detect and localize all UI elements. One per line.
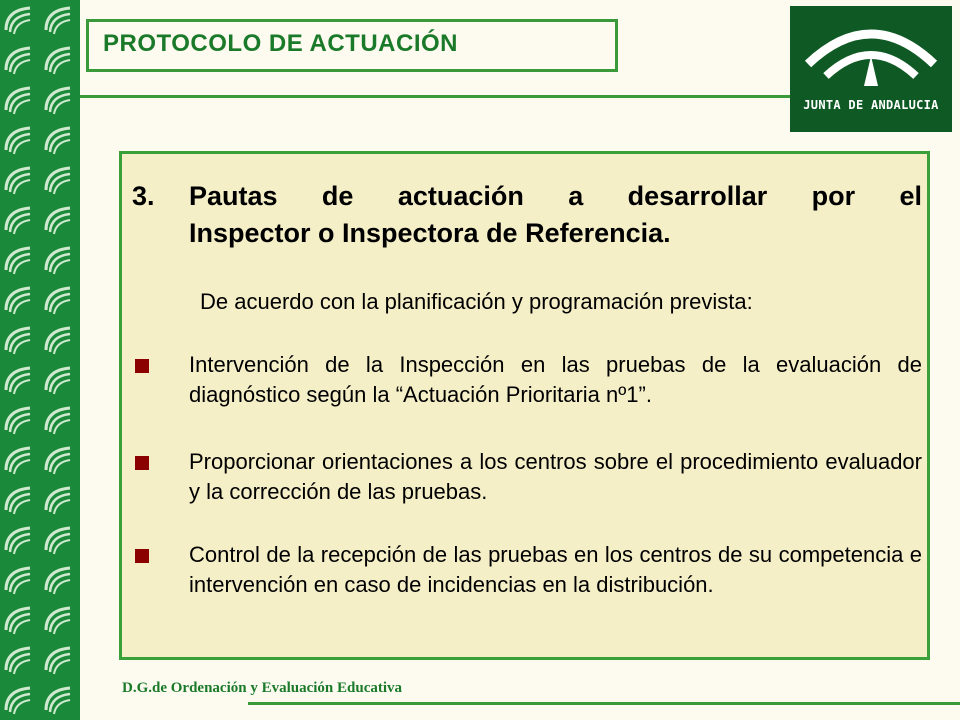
list-item-text: Proporcionar orientaciones a los centros sobre el procedimiento evaluador y la corrección de las pruebas. — [189, 449, 922, 504]
heading-word: de — [321, 181, 354, 211]
bullet-square-icon — [135, 456, 149, 470]
decorative-side-strip — [0, 0, 80, 720]
logo-arcs-icon — [790, 6, 952, 96]
list-item-text: Intervención de la Inspección en las pruebas de la evaluación de diagnóstico según la “Actuación Prioritaria nº1”. — [189, 352, 922, 407]
heading-word: actuación — [397, 181, 524, 211]
title-box — [86, 19, 618, 72]
heading-line-1 — [189, 178, 922, 215]
heading-line-2: Inspector o Inspectora de Referencia. — [189, 218, 671, 248]
page-title: PROTOCOLO DE ACTUACIÓN — [103, 30, 459, 57]
footer-text: D.G.de Ordenación y Evaluación Educativa — [122, 680, 403, 696]
header-divider — [80, 95, 792, 98]
heading-word: el — [899, 181, 922, 211]
junta-andalucia-logo — [790, 6, 952, 132]
logo-text: JUNTA DE ANDALUCIA — [803, 98, 939, 112]
heading-word: desarrollar — [627, 181, 768, 211]
intro-text: De acuerdo con la planificación y programación prevista: — [200, 289, 753, 314]
heading-word: a — [568, 181, 584, 211]
list-item-text: Control de la recepción de las pruebas en los centros de su competencia e intervención en caso de incidencias en la distribución. — [189, 542, 922, 597]
heading-number: 3. — [132, 181, 155, 211]
bullet-square-icon — [135, 359, 149, 373]
content-box — [119, 151, 930, 660]
heading-word: por — [811, 181, 856, 211]
footer-divider — [248, 702, 960, 705]
arc-pattern-icon — [0, 0, 80, 720]
heading-word: Pautas — [189, 181, 278, 211]
bullet-square-icon — [135, 549, 149, 563]
